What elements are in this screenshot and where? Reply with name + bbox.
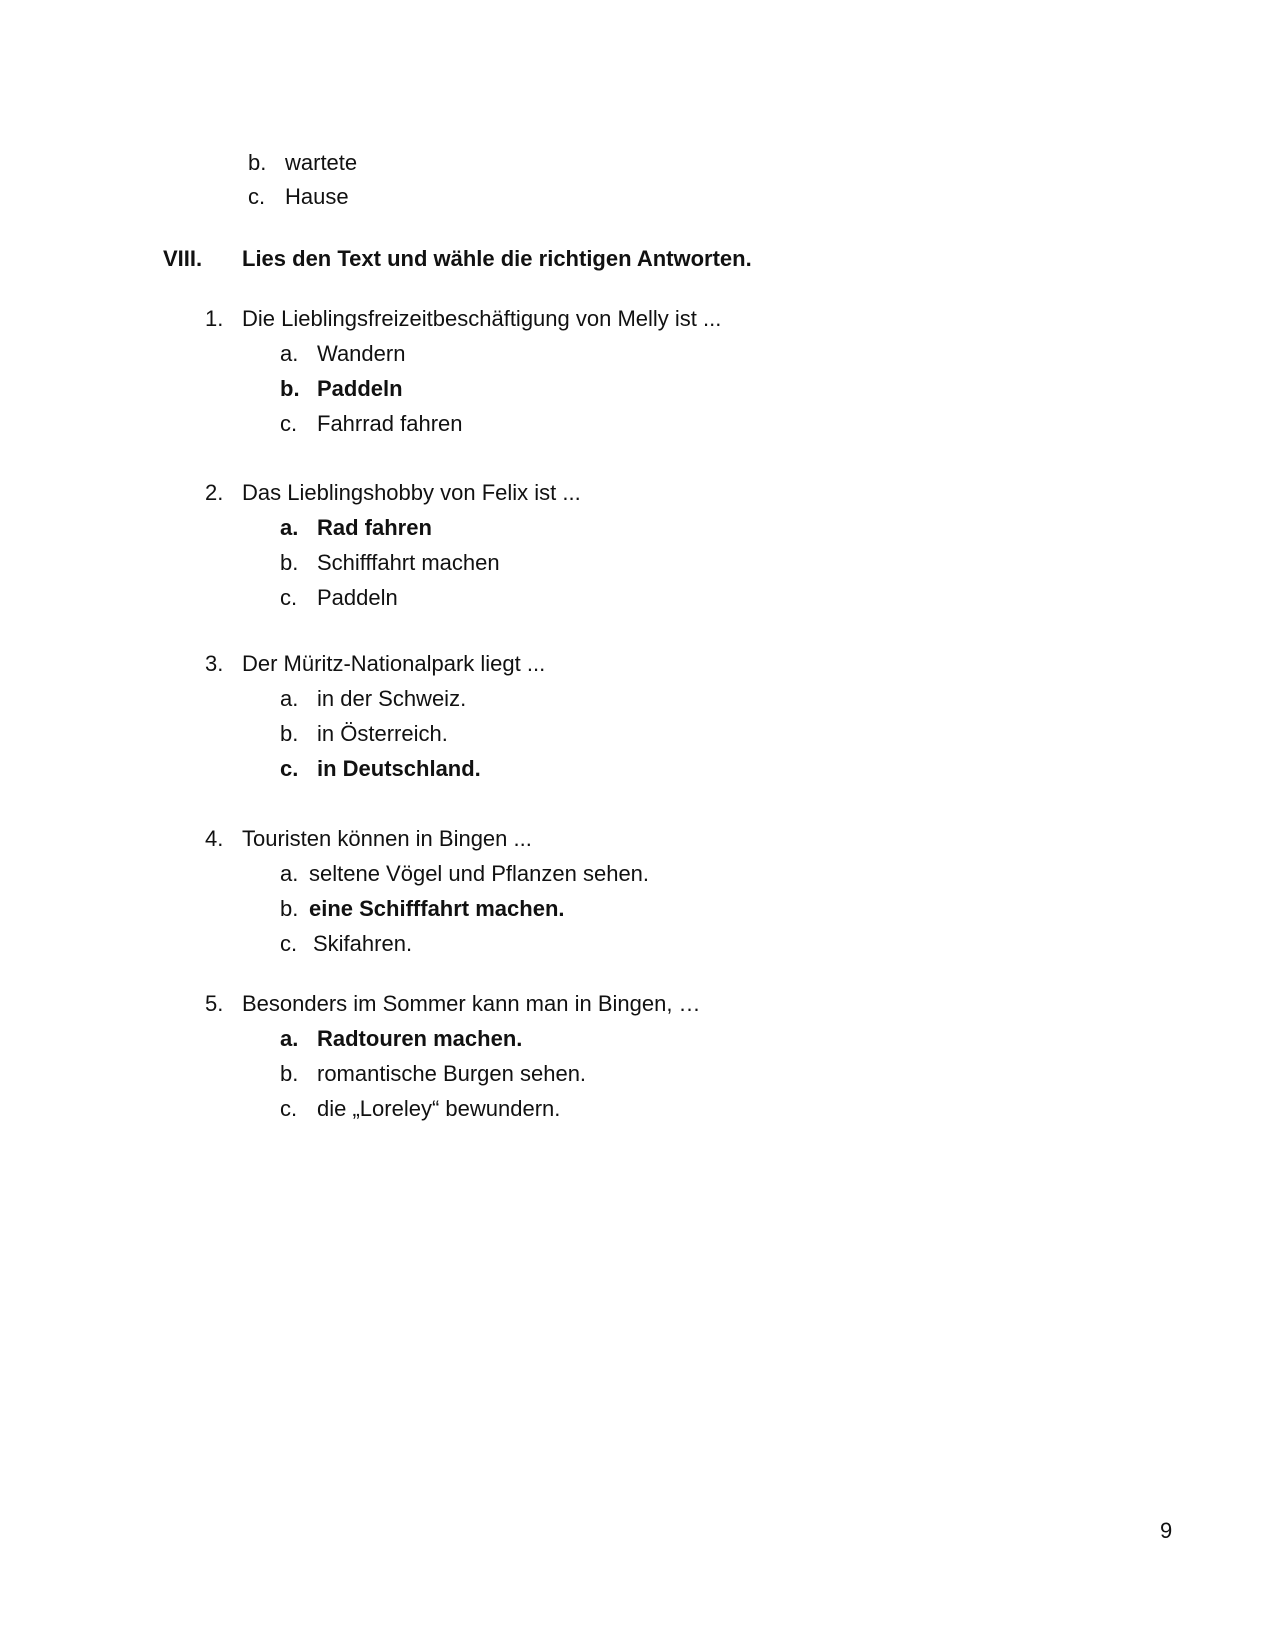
section-number: VIII.: [163, 246, 203, 271]
q5-option-b: [280, 1061, 586, 1087]
question-text: Die Lieblingsfreizeitbeschäftigung von Melly ist ...: [242, 306, 722, 331]
q1-option-b-correct: [280, 376, 403, 402]
q4-option-b-correct: [280, 896, 565, 922]
option-letter: a.: [280, 515, 299, 540]
q3-option-a: [280, 686, 466, 712]
section-heading: [163, 246, 752, 272]
question-number: 1.: [205, 306, 224, 331]
question-number: 3.: [205, 651, 224, 676]
option-letter: c.: [280, 411, 298, 436]
q1-option-a: [280, 341, 405, 367]
question-text: Touristen können in Bingen ...: [242, 826, 532, 851]
q2-option-b: [280, 550, 500, 576]
option-text: Hause: [285, 184, 349, 209]
question-3: [205, 651, 545, 677]
page-number: 9: [1160, 1518, 1173, 1543]
q2-option-c: [280, 585, 398, 611]
option-text: in der Schweiz.: [317, 686, 467, 711]
question-number: 4.: [205, 826, 224, 851]
option-text: Schifffahrt machen: [317, 550, 500, 575]
option-letter: c.: [280, 1096, 298, 1121]
option-text: Skifahren.: [313, 931, 413, 956]
question-4: [205, 826, 532, 852]
option-letter: b.: [280, 376, 300, 401]
question-5: [205, 991, 701, 1017]
option-letter: b.: [280, 896, 299, 921]
option-letter: c.: [248, 184, 266, 209]
question-text: Das Lieblingshobby von Felix ist ...: [242, 480, 581, 505]
option-text: die „Loreley“ bewundern.: [317, 1096, 561, 1121]
prev-option-b: [248, 150, 357, 176]
q5-option-a-correct: [280, 1026, 522, 1052]
option-text: romantische Burgen sehen.: [317, 1061, 587, 1086]
option-text: in Deutschland.: [317, 756, 481, 781]
option-letter: c.: [280, 585, 298, 610]
question-text: Der Müritz-Nationalpark liegt ...: [242, 651, 546, 676]
option-text: wartete: [285, 150, 358, 175]
option-letter: b.: [248, 150, 267, 175]
option-letter: c.: [280, 931, 298, 956]
q4-option-c: [280, 931, 412, 957]
option-text: seltene Vögel und Pflanzen sehen.: [309, 861, 650, 886]
option-text: Paddeln: [317, 585, 398, 610]
q5-option-c: [280, 1096, 560, 1122]
question-1: [205, 306, 721, 332]
option-letter: a.: [280, 341, 299, 366]
option-letter: a.: [280, 1026, 299, 1051]
option-letter: b.: [280, 721, 299, 746]
option-text: in Österreich.: [317, 721, 448, 746]
option-text: Paddeln: [317, 376, 403, 401]
option-text: Wandern: [317, 341, 406, 366]
q3-option-c-correct: [280, 756, 481, 782]
option-text: Rad fahren: [317, 515, 432, 540]
question-text: Besonders im Sommer kann man in Bingen, …: [242, 991, 701, 1016]
prev-option-c: [248, 184, 349, 210]
option-letter: a.: [280, 686, 299, 711]
q4-option-a: [280, 861, 649, 887]
q2-option-a-correct: [280, 515, 432, 541]
option-text: Radtouren machen.: [317, 1026, 523, 1051]
option-letter: b.: [280, 550, 299, 575]
question-number: 5.: [205, 991, 224, 1016]
section-title: Lies den Text und wähle die richtigen Antworten.: [242, 246, 752, 271]
q3-option-b: [280, 721, 448, 747]
option-text: eine Schifffahrt machen.: [309, 896, 565, 921]
q1-option-c: [280, 411, 463, 437]
option-letter: a.: [280, 861, 299, 886]
option-letter: c.: [280, 756, 299, 781]
question-2: [205, 480, 581, 506]
option-text: Fahrrad fahren: [317, 411, 463, 436]
question-number: 2.: [205, 480, 224, 505]
option-letter: b.: [280, 1061, 299, 1086]
